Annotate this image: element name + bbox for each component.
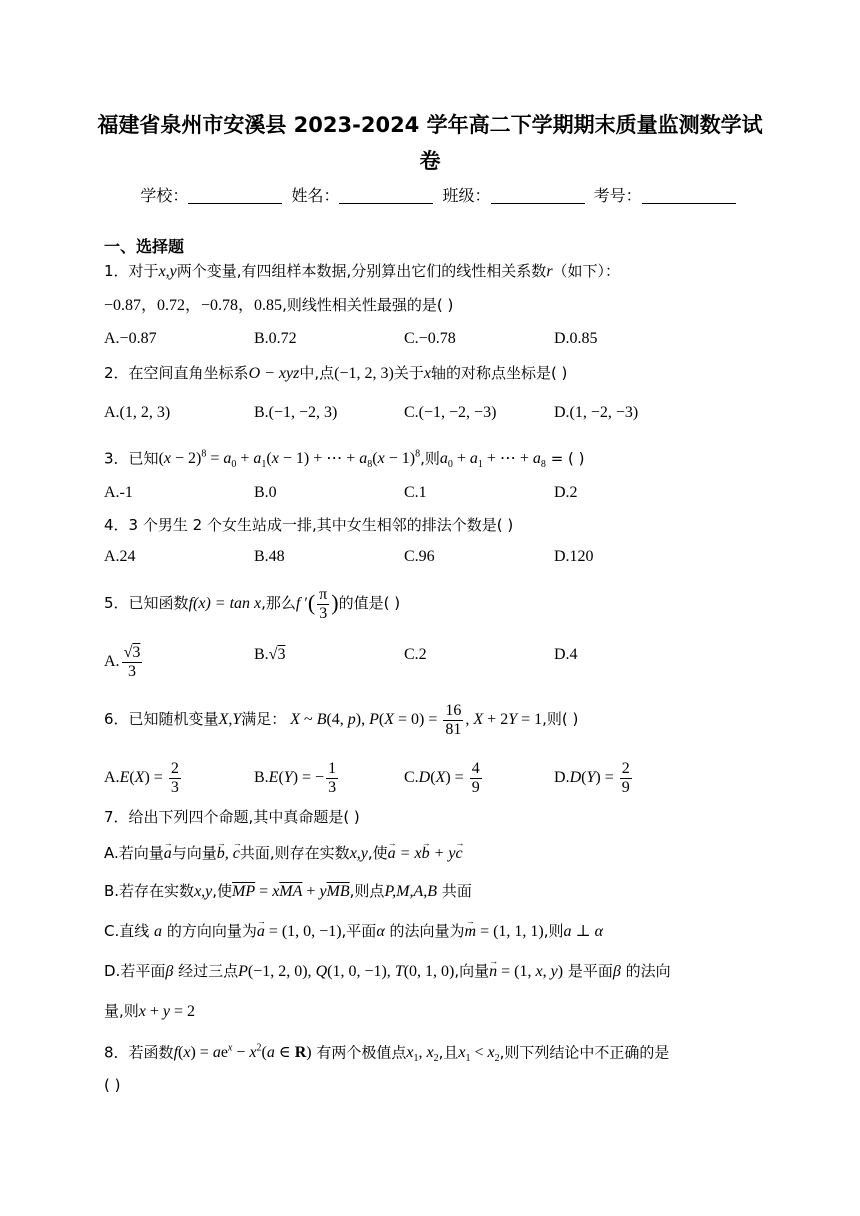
question-5-stem: 5．已知函数f(x) = tan x,那么f ′( $\frac{\pi}{3}$ )的值是( ) — [104, 586, 401, 622]
class-label: 班级： — [442, 186, 491, 205]
option-b[interactable]: B.(−1, −2, 3) — [254, 404, 338, 421]
question-8-stem: 8．若函数$f(x) = ae^x - x^2(a$ ∈ R) 有两个极值点$x_1$, $x_2$,且$x_1 < x_2$,则下列结论中不正确的是 — [104, 1043, 670, 1065]
option-a[interactable]: A.(1, 2, 3) — [104, 404, 171, 421]
school-label: 学校： — [140, 186, 189, 205]
question-7-stem: 7．给出下列四个命题,其中真命题是( ) — [104, 808, 360, 826]
option-c[interactable]: C.D(X) = $\frac{4}{9}$ — [404, 760, 480, 796]
question-6-stem: 6．已知随机变量X,Y满足： X ~ B(4, p), P(X = 0) = $\frac{16}{81}$ , X + 2Y = 1,则( ) — [104, 702, 579, 738]
option-a[interactable]: A. $\frac{√3}{3}$ — [104, 644, 141, 680]
question-7-option-b[interactable]: B.若存在实数x,y,使$\overline{MP} = x\overline{MA} + y\overline{MB}$,则点P,M,A,B 共面 — [104, 882, 472, 900]
question-1-stem: 1．对于x,y两个变量,有四组样本数据,分别算出它们的线性相关系数r（如下）： — [104, 262, 621, 280]
option-d[interactable]: D.2 — [554, 484, 578, 501]
distribution-expression: X ~ B(4, p), P(X = 0) = $\frac{16}{81}$ , X + 2Y = 1 — [290, 702, 543, 738]
question-1-stem-line2: −0.87，0.72，−0.78，0.85,则线性相关性最强的是( ) — [104, 296, 454, 314]
option-a[interactable]: A.−0.87 — [104, 330, 157, 347]
option-a[interactable]: A.E(X) = $\frac{2}{3}$ — [104, 760, 179, 796]
question-7-option-d-line2: 量,则x + y = 2 — [104, 1002, 196, 1020]
option-d[interactable]: D.(1, −2, −3) — [554, 404, 639, 421]
question-8-paren: ( ) — [104, 1076, 121, 1094]
option-c[interactable]: C.1 — [404, 484, 427, 501]
question-7-option-c[interactable]: C.直线 a 的方向向量为→ a = (1, 0, −1),平面α 的法向量为→ m = (1, 1, 1),则a ⊥ α — [104, 920, 764, 943]
option-d[interactable]: D.D(Y) = $\frac{2}{9}$ — [554, 760, 630, 796]
question-3-stem: 3．已知$(x - 2)^8 = a_0 + a_1(x - 1)$ + ⋯ + $a_8(x - 1)^8$,则$a_0 + a_1$ + ⋯ + $a_8$ = ( ) — [104, 449, 585, 471]
option-c[interactable]: C.2 — [404, 646, 427, 663]
question-4-stem: 4．3 个男生 2 个女生站成一排,其中女生相邻的排法个数是( ) — [104, 516, 514, 534]
option-b[interactable]: B.0 — [254, 484, 277, 501]
option-c[interactable]: C.(−1, −2, −3) — [404, 404, 497, 421]
option-d[interactable]: D.0.85 — [554, 330, 598, 347]
student-info-row — [100, 184, 780, 208]
option-b[interactable]: B.48 — [254, 548, 285, 565]
question-2-stem: 2．在空间直角坐标系O − xyz中,点(−1, 2, 3)关于x轴的对称点坐标是( ) — [104, 364, 568, 382]
question-7-option-d[interactable]: D.若平面β 经过三点P(−1, 2, 0), Q(1, 0, −1), T(0, 1, 0),向量→ n = (1, x, y) 是平面β 的法向 — [104, 960, 764, 983]
page-title-continued: 卷 — [419, 149, 441, 173]
option-d[interactable]: D.120 — [554, 548, 594, 565]
derivative-expression: f ′( $\frac{\pi}{3}$ ) — [295, 586, 339, 622]
binomial-expression: $(x - 2)^8 = a_0 + a_1(x - 1)$ + ⋯ + $a_8(x - 1)^8$ — [158, 449, 421, 471]
name-label: 姓名： — [291, 186, 340, 205]
section-heading: 一、选择题 — [104, 237, 185, 256]
option-a[interactable]: A.24 — [104, 548, 136, 565]
coefficient-sum: $a_0 + a_1$ + ⋯ + $a_8$ — [439, 450, 546, 471]
option-c[interactable]: C.96 — [404, 548, 435, 565]
option-d[interactable]: D.4 — [554, 646, 578, 663]
name-field[interactable] — [339, 187, 433, 204]
page-title: 福建省泉州市安溪县 2023-2024 学年高二下学期期末质量监测数学试 — [97, 113, 763, 137]
school-field[interactable] — [188, 187, 282, 204]
option-b[interactable]: B.E(Y) = − $\frac{1}{3}$ — [254, 760, 337, 796]
option-b[interactable]: B.√3 — [254, 646, 286, 663]
exam-number-label: 考号： — [593, 186, 642, 205]
class-field[interactable] — [491, 187, 585, 204]
exam-number-field[interactable] — [642, 187, 736, 204]
question-7-option-a[interactable]: A.若向量→ a与向量→ b, → c共面,则存在实数x,y,使→ a = x→ b + y→ c — [104, 842, 764, 865]
option-c[interactable]: C.−0.78 — [404, 330, 456, 347]
option-a[interactable]: A.-1 — [104, 484, 133, 501]
option-b[interactable]: B.0.72 — [254, 330, 297, 347]
